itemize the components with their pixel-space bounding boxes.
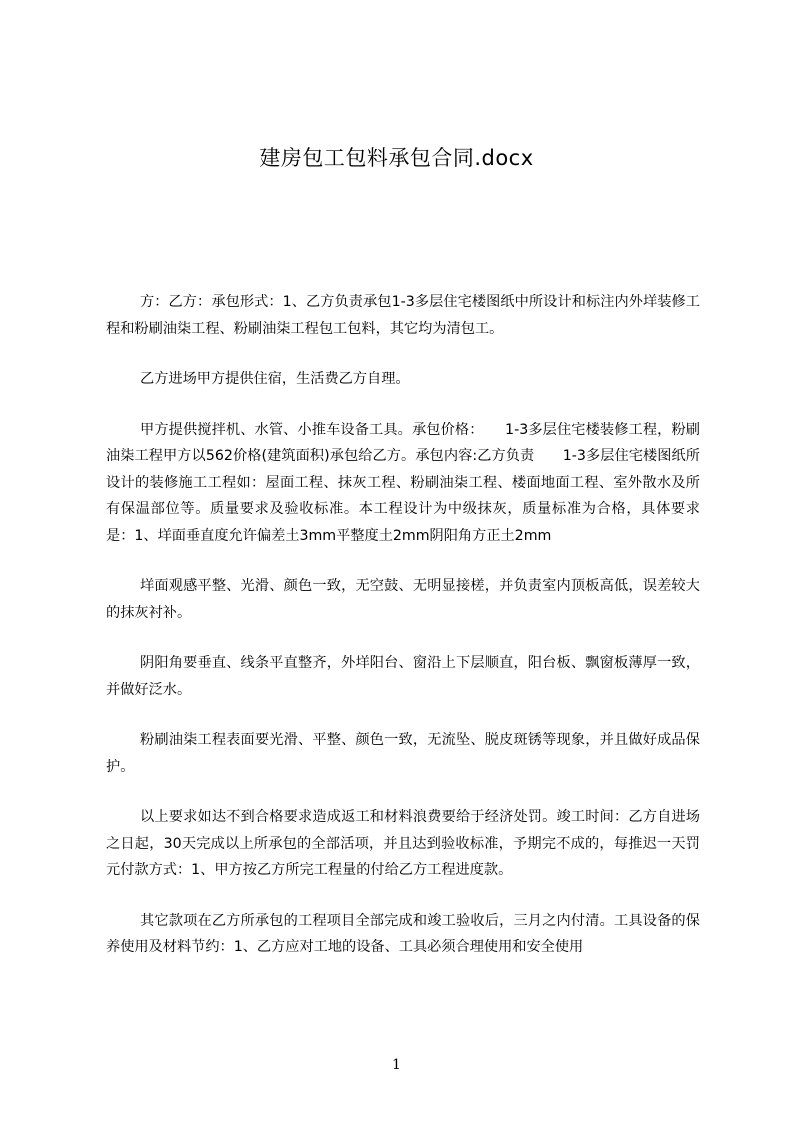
document-body	[106, 289, 700, 985]
document-title: 建房包工包料承包合同.docx	[259, 146, 534, 170]
paragraph-payment-and-equipment: 其它款项在乙方所承包的工程项目全部完成和竣工验收后，三月之内付清。工具设备的保养使用及材料节约：1、乙方应对工地的设备、工具必须合理使用和安全使用	[106, 912, 700, 955]
page-number: 1	[392, 1057, 401, 1073]
paragraph-contract-form: 方：乙方：承包形式：1、乙方负责承包1-3多层住宅楼图纸中所设计和标注内外垟装修工程和粉刷油柒工程、粉刷油柒工程包工包料，其它均为清包工。	[106, 294, 700, 337]
paragraph-penalty-and-schedule: 以上要求如达不到合格要求造成返工和材料浪费要给于经济处罚。竣工时间：乙方自进场之日起，30天完成以上所承包的全部活项，并且达到验收标准，予期完不成的，每推迟一天罚元付款方式：1、甲方按乙方所完工程量的付给乙方工程进度款。	[106, 809, 700, 878]
paragraph-accommodation: 乙方进场甲方提供住宿，生活费乙方自理。	[140, 371, 410, 387]
paragraph-painting-quality: 粉刷油柒工程表面要光滑、平整、颜色一致，无流坠、脱皮斑锈等现象，并且做好成品保护。	[106, 732, 700, 775]
paragraph-corners-and-lines: 阴阳角要垂直、线条平直整齐，外垟阳台、窗沿上下层顺直，阳台板、飘窗板薄厚一致，并做好泛水。	[106, 655, 700, 698]
paragraph-wall-appearance: 垟面观感平整、光滑、颜色一致，无空鼓、无明显接槎，并负责室内顶板高低，误差较大的抹灰衬补。	[106, 578, 700, 621]
paragraph-price-and-scope: 甲方提供搅拌机、水管、小推车设备工具。承包价格： 1-3多层住宅楼装修工程，粉刷油柒工程甲方以562价格(建筑面积)承包给乙方。承包内容:乙方负责 1-3多层住宅楼图纸所设计的装修施工工程如：屋面工程、抹灰工程、粉刷油柒工程、楼面地面工程、室外散水及所有保温部位等。质量要求及验收标准。本工程设计为中级抹灰，质量标准为合格，具体要求是：1、垟面垂直度允许偏差土3mm平整度土2mm阴阳角方正土2mm	[106, 421, 700, 544]
